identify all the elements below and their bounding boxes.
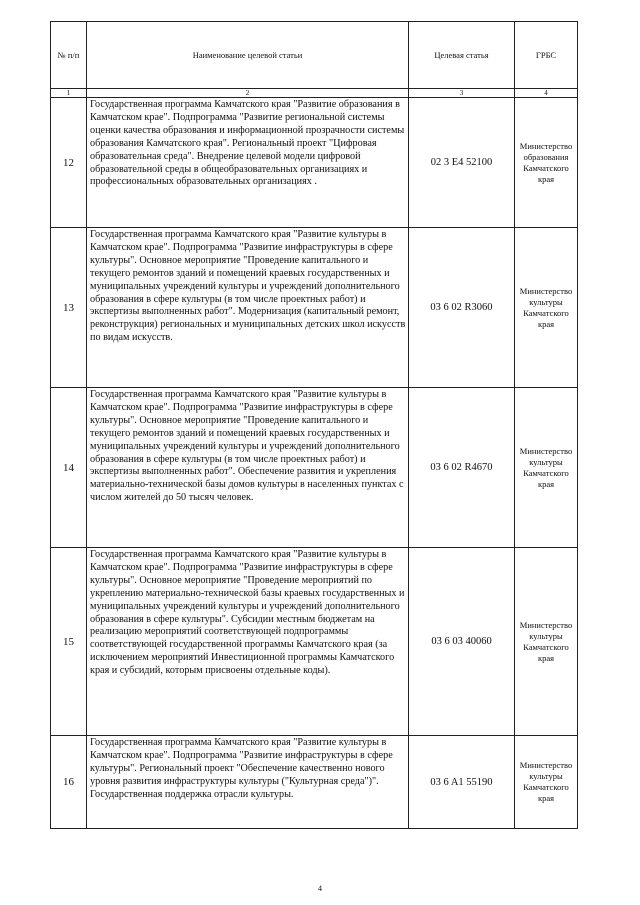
page-number: 4 — [318, 884, 322, 893]
grbs-name: Министерство культуры Камчатского края — [515, 736, 578, 829]
column-number-row — [51, 89, 578, 98]
table-header-row — [51, 22, 578, 89]
grbs-name: Министерство культуры Камчатского края — [515, 388, 578, 548]
row-number: 13 — [51, 228, 87, 388]
row-number: 16 — [51, 736, 87, 829]
table-row — [51, 228, 578, 388]
article-name: Государственная программа Камчатского края "Развитие культуры в Камчатском крае". Подпрограмма "Развитие инфраструктуры в сфере культуры". Региональный проект "Обеспечение качественно нового уровня развития инфраструктуры культуры ("Культурная среда")". Государственная поддержка отрасли культуры. — [87, 736, 409, 829]
article-name: Государственная программа Камчатского края "Развитие культуры в Камчатском крае". Подпрограмма "Развитие инфраструктуры в сфере культуры". Основное мероприятие "Проведение мероприятий по укреплению материально-технической базы краевых государственных и муниципальных учреждений культуры и учреждений дополнительного образования в сфере культуры". Субсидии местным бюджетам на реализацию мероприятий соответствующей подпрограммы соответствующей государственной программы Камчатского края (за исключением мероприятий Инвестиционной программы Камчатского края и субсидий, которым присвоены отдельные коды). — [87, 548, 409, 736]
header-name: Наименование целевой статьи — [87, 22, 409, 89]
table-row — [51, 98, 578, 228]
row-number: 15 — [51, 548, 87, 736]
column-number: 3 — [409, 89, 515, 98]
row-number: 12 — [51, 98, 87, 228]
column-number: 4 — [515, 89, 578, 98]
article-name: Государственная программа Камчатского края "Развитие образования в Камчатском крае". Подпрограмма "Развитие региональной системы оценки качества образования и информационной прозрачности системы образования Камчатского края". Региональный проект "Цифровая образовательная среда". Внедрение целевой модели цифровой образовательной среды в общеобразовательных организациях и профессиональных образовательных организациях . — [87, 98, 409, 228]
table-row — [51, 388, 578, 548]
grbs-name: Министерство образования Камчатского края — [515, 98, 578, 228]
target-articles-table — [50, 21, 578, 829]
article-name: Государственная программа Камчатского края "Развитие культуры в Камчатском крае". Подпрограмма "Развитие инфраструктуры в сфере культуры". Основное мероприятие "Проведение капитального и текущего ремонтов зданий и помещений краевых государственных и муниципальных учреждений культуры и учреждений дополнительного образования в сфере культуры (в том числе проектных работ) и экспертизы выполненных работ". Модернизация (капитальный ремонт, реконструкция) региональных и муниципальных детских школ искусств по видам искусств. — [87, 228, 409, 388]
header-code: Целевая статья — [409, 22, 515, 89]
column-number: 1 — [51, 89, 87, 98]
row-number: 14 — [51, 388, 87, 548]
article-code: 03 6 02 R4670 — [409, 388, 515, 548]
grbs-name: Министерство культуры Камчатского края — [515, 548, 578, 736]
article-code: 02 3 E4 52100 — [409, 98, 515, 228]
table-row — [51, 548, 578, 736]
article-name: Государственная программа Камчатского края "Развитие культуры в Камчатском крае". Подпрограмма "Развитие инфраструктуры в сфере культуры". Основное мероприятие "Проведение капитального и текущего ремонтов зданий и помещений краевых государственных и муниципальных учреждений культуры и учреждений дополнительного образования в сфере культуры (в том числе проектных работ) и экспертизы выполненных работ". Обеспечение развития и укрепления материально-технической базы домов культуры в населенных пунктах с числом жителей до 50 тысяч человек. — [87, 388, 409, 548]
article-code: 03 6 A1 55190 — [409, 736, 515, 829]
header-num: № п/п — [51, 22, 87, 89]
article-code: 03 6 02 R3060 — [409, 228, 515, 388]
grbs-name: Министерство культуры Камчатского края — [515, 228, 578, 388]
article-code: 03 6 03 40060 — [409, 548, 515, 736]
header-grbs: ГРБС — [515, 22, 578, 89]
column-number: 2 — [87, 89, 409, 98]
table-row — [51, 736, 578, 829]
